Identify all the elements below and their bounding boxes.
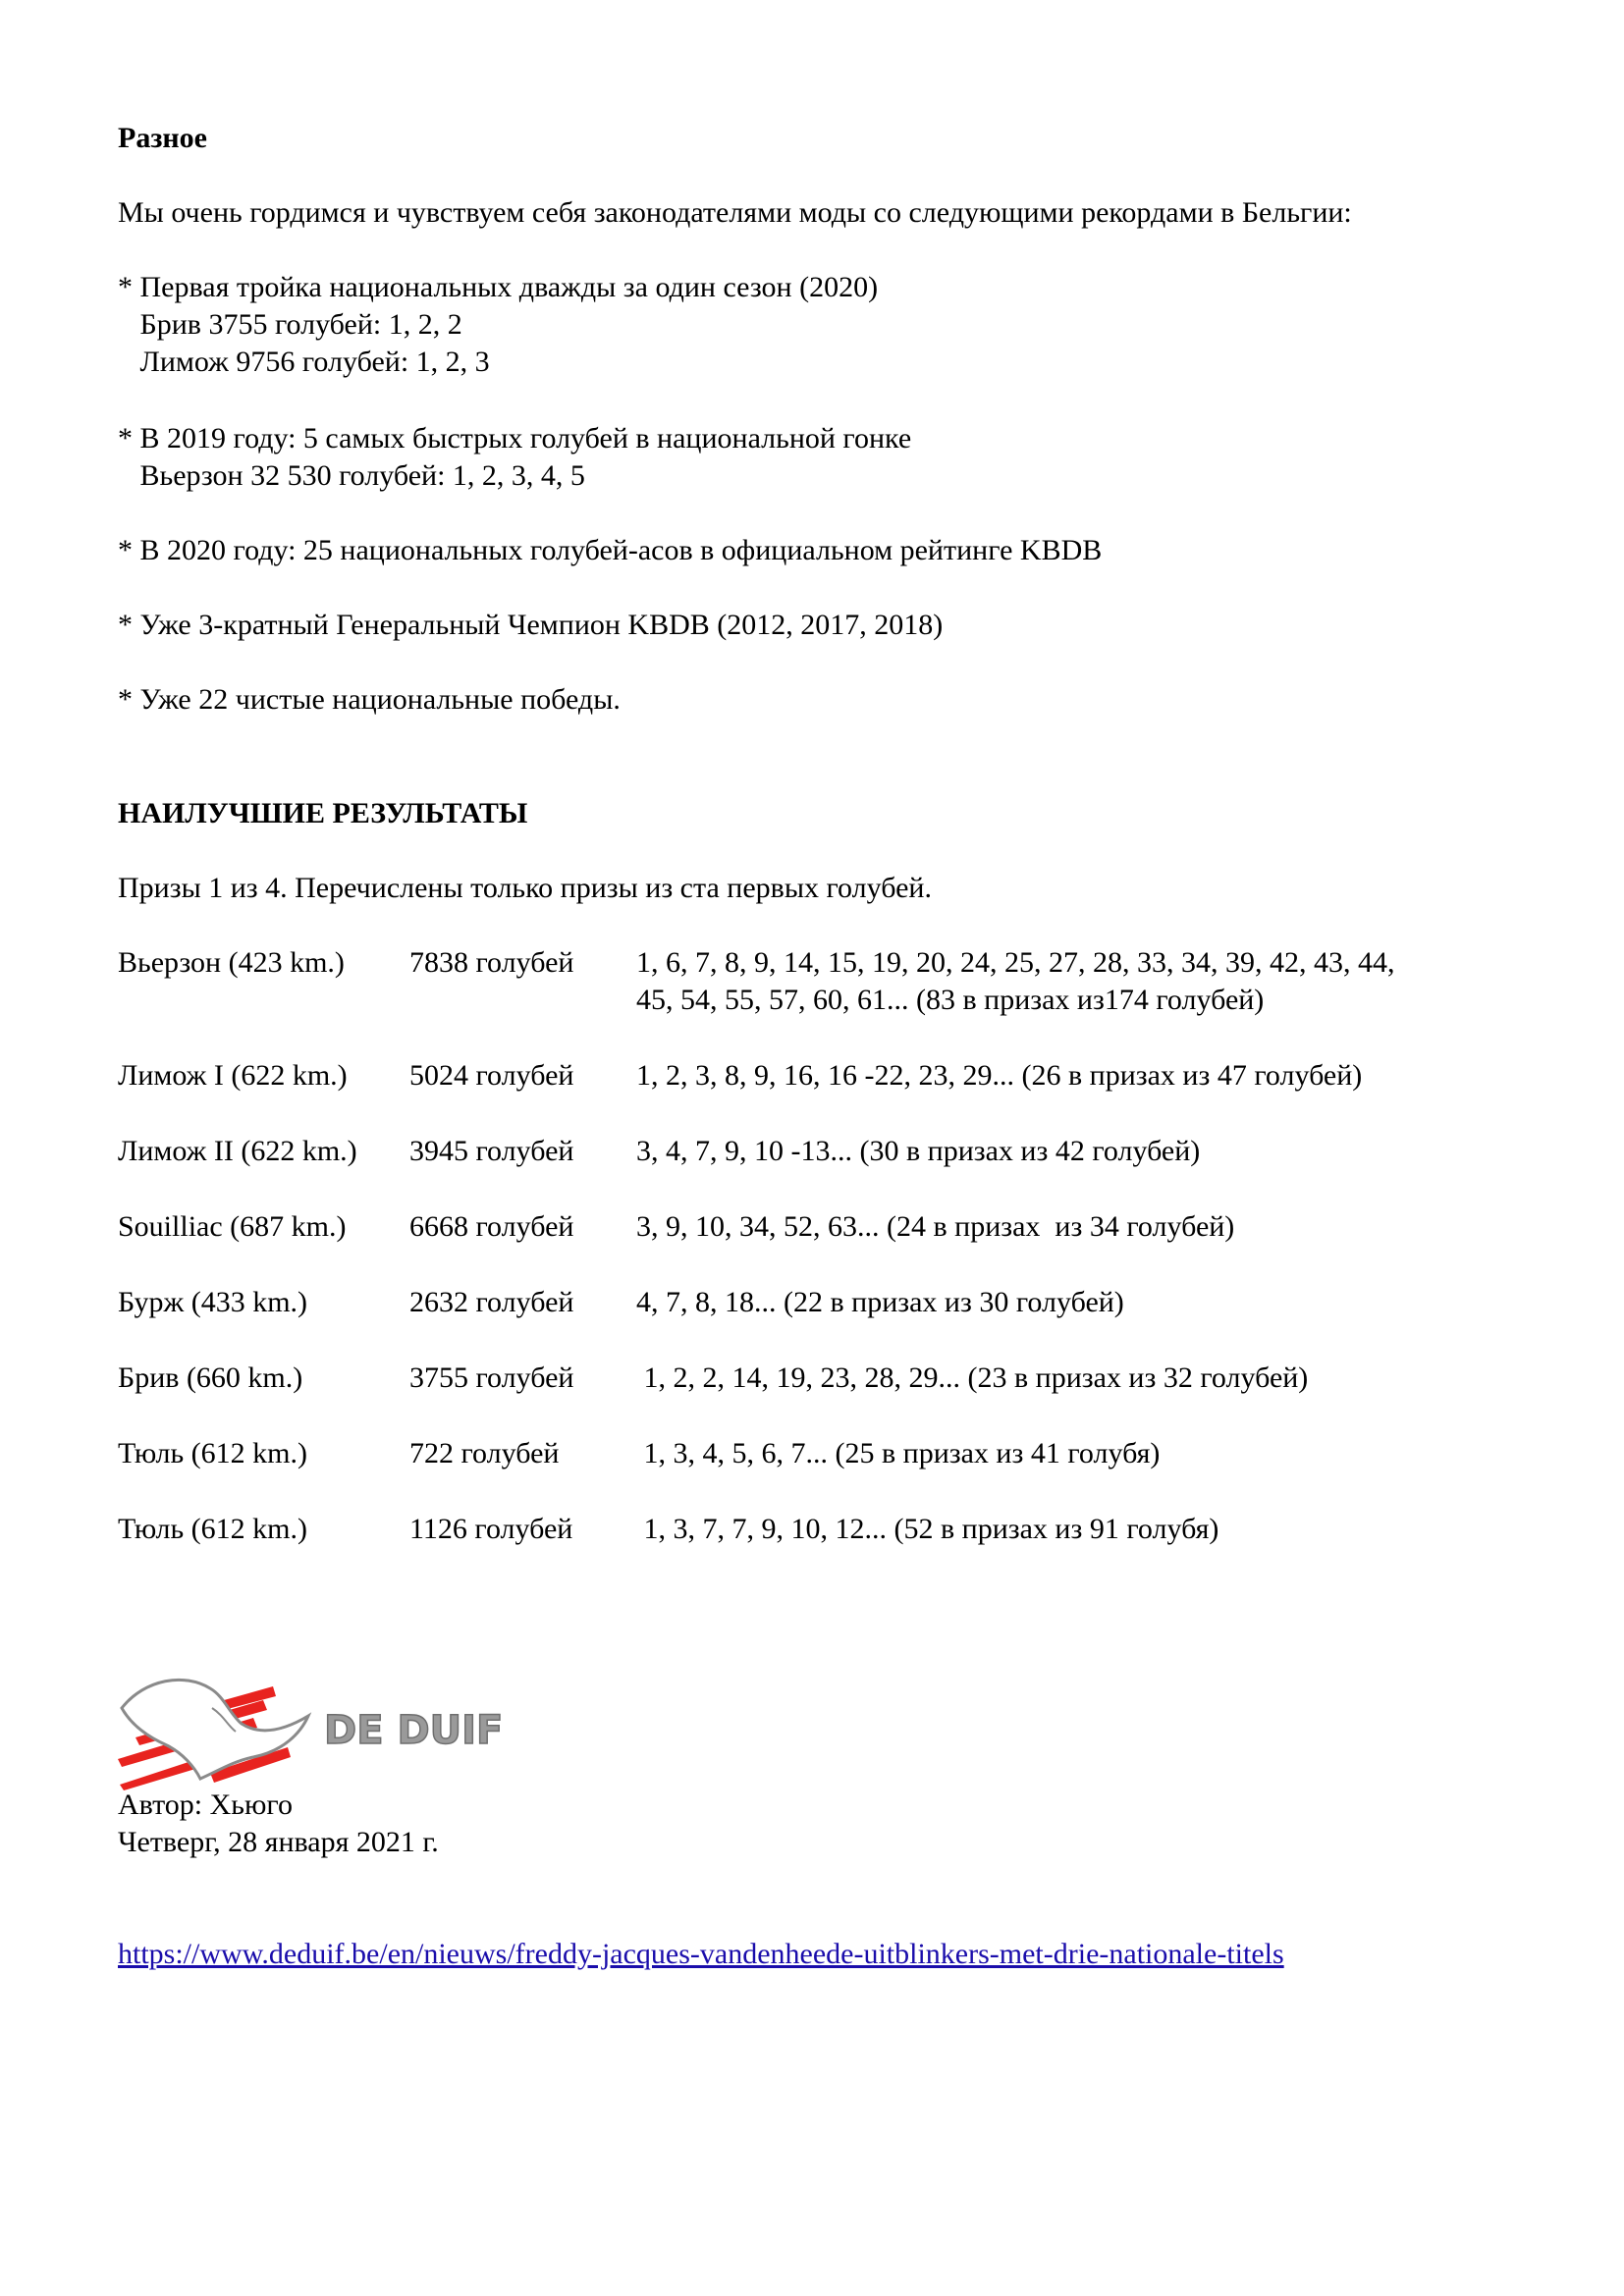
record-line: Брив 3755 голубей: 1, 2, 2: [118, 308, 462, 341]
source-link-wrap: [118, 1936, 1284, 1973]
race-cell: Souilliac (687 km.): [118, 1210, 347, 1243]
race-cell: Бурж (433 km.): [118, 1286, 308, 1318]
de-duif-logo: [116, 1669, 501, 1790]
record-line: Вьерзон 32 530 голубей: 1, 2, 3, 4, 5: [118, 459, 585, 492]
race-cell: Брив (660 km.): [118, 1362, 303, 1394]
table-row: [118, 1284, 1512, 1359]
source-link[interactable]: https://www.deduif.be/en/nieuws/freddy-jacques-vandenheede-uitblinkers-met-drie-nationale-titels: [118, 1938, 1284, 1970]
birds-cell: 3755 голубей: [409, 1362, 574, 1394]
race-cell: Тюль (612 km.): [118, 1513, 307, 1545]
record-line: * Уже 3-кратный Генеральный Чемпион KBDB (2012, 2017, 2018): [118, 609, 944, 641]
prizes-cell-continued: 45, 54, 55, 57, 60, 61... (83 в призах из174 голубей): [636, 984, 1265, 1016]
de-duif-logo-graphic: [116, 1669, 501, 1790]
table-row: [118, 1511, 1512, 1585]
prizes-cell: 1, 3, 4, 5, 6, 7... (25 в призах из 41 голубя): [636, 1437, 1161, 1469]
record-line: * Первая тройка национальных дважды за один сезон (2020): [118, 271, 879, 303]
prizes-cell: 1, 3, 7, 7, 9, 10, 12... (52 в призах из 91 голубя): [636, 1513, 1219, 1545]
author-line: Автор: Хьюго: [118, 1789, 293, 1821]
birds-cell: 7838 голубей: [409, 946, 574, 979]
section-heading-results: НАИЛУЧШИЕ РЕЗУЛЬТАТЫ: [118, 797, 528, 829]
date-line: Четверг, 28 января 2021 г.: [118, 1826, 439, 1858]
table-row: [118, 1435, 1512, 1510]
intro-paragraph: Мы очень гордимся и чувствуем себя законодателями моды со следующими рекордами в Бельгии:: [118, 196, 1352, 229]
race-cell: Вьерзон (423 km.): [118, 946, 345, 979]
birds-cell: 3945 голубей: [409, 1135, 574, 1167]
prizes-cell: 4, 7, 8, 18... (22 в призах из 30 голубей): [636, 1286, 1124, 1318]
birds-cell: 5024 голубей: [409, 1059, 574, 1092]
prizes-cell: 1, 2, 3, 8, 9, 16, 16 -22, 23, 29... (26 в призах из 47 голубей): [636, 1059, 1363, 1092]
table-row: [118, 944, 1512, 1019]
race-cell: Тюль (612 km.): [118, 1437, 307, 1469]
logo-text: DE DUIF: [324, 1708, 501, 1753]
prizes-cell: 1, 2, 2, 14, 19, 23, 28, 29... (23 в призах из 32 голубей): [636, 1362, 1309, 1394]
birds-cell: 722 голубей: [409, 1437, 560, 1469]
race-cell: Лимож I (622 km.): [118, 1059, 348, 1092]
section-heading-misc: Разное: [118, 122, 207, 154]
prizes-cell: 1, 6, 7, 8, 9, 14, 15, 19, 20, 24, 25, 27, 28, 33, 34, 39, 42, 43, 44,: [636, 946, 1395, 979]
birds-cell: 2632 голубей: [409, 1286, 574, 1318]
prizes-cell: 3, 4, 7, 9, 10 -13... (30 в призах из 42 голубей): [636, 1135, 1201, 1167]
record-line: Лимож 9756 голубей: 1, 2, 3: [118, 346, 490, 378]
race-cell: Лимож II (622 km.): [118, 1135, 357, 1167]
table-row: [118, 1208, 1512, 1283]
birds-cell: 1126 голубей: [409, 1513, 573, 1545]
pigeon-icon: [122, 1680, 308, 1779]
record-line: * Уже 22 чистые национальные победы.: [118, 683, 621, 716]
table-row: [118, 1133, 1512, 1207]
table-row: [118, 1360, 1512, 1434]
table-row: [118, 1057, 1512, 1132]
record-line: * В 2019 году: 5 самых быстрых голубей в национальной гонке: [118, 422, 912, 454]
prizes-cell: 3, 9, 10, 34, 52, 63... (24 в призах из 34 голубей): [636, 1210, 1235, 1243]
record-line: * В 2020 году: 25 национальных голубей-асов в официальном рейтинге KBDB: [118, 534, 1103, 566]
results-note: Призы 1 из 4. Перечислены только призы из ста первых голубей.: [118, 872, 932, 904]
birds-cell: 6668 голубей: [409, 1210, 574, 1243]
